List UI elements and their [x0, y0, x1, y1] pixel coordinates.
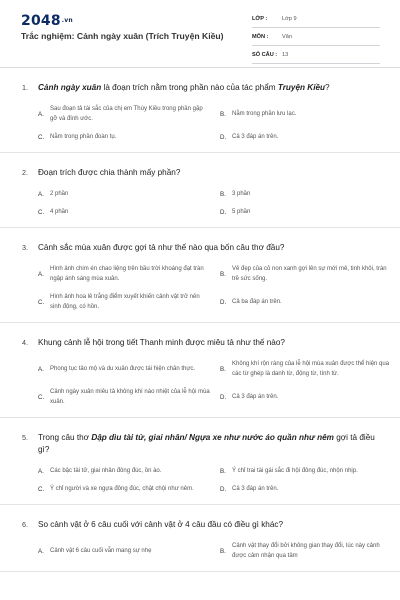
question-text: Khung cảnh lễ hội trong tiết Thanh minh được miêu tả như thế nào?: [38, 338, 285, 347]
option-d[interactable]: [220, 387, 392, 407]
option-text: Cảnh vật thay đổi bởi không gian thay đổi, lúc này cảnh được cảm nhận qua tâm: [232, 543, 380, 559]
option-a[interactable]: [38, 264, 210, 284]
option-letter: C.: [38, 298, 45, 306]
option-c[interactable]: [38, 132, 210, 142]
meta-value: 13: [282, 51, 289, 58]
meta-label: MÔN :: [252, 33, 269, 40]
option-b[interactable]: [220, 189, 392, 199]
question-number: 5.: [22, 433, 28, 442]
question-text-part: ?: [325, 83, 330, 92]
option-letter: C.: [38, 208, 45, 216]
question-text: So cảnh vật ở 6 câu cuối với cảnh vật ở 4 câu đầu có điều gì khác?: [38, 520, 284, 529]
option-letter: D.: [220, 393, 227, 401]
option-text: Ý chỉ trai tài gái sắc đi hội đông đúc, nhộn nhịp.: [232, 468, 358, 474]
option-letter: B.: [220, 270, 226, 278]
option-text: Cảnh vật 6 câu cuối vẫn mang sự nhẹ: [50, 548, 152, 554]
option-text: Các bậc tài tử, giai nhân đông đúc, ồn ào.: [50, 468, 162, 474]
logo-suffix: .vn: [61, 17, 73, 24]
question-text: Đoạn trích được chia thành mấy phần?: [38, 168, 181, 177]
option-text: Cả 3 đáp án trên.: [232, 486, 279, 492]
option-text: Ý chỉ người và xe ngựa đông đúc, chật chội như nêm.: [50, 486, 194, 492]
option-letter: D.: [220, 298, 227, 306]
question-text-part: là đoạn trích nằm trong phần nào của tác phẩm: [101, 83, 278, 92]
meta-value: Lớp 9: [282, 15, 297, 22]
question-2: [0, 153, 400, 228]
option-text: Nằm trong phần đoàn tụ.: [50, 134, 117, 140]
meta-row-count: [252, 46, 380, 64]
option-c[interactable]: [38, 387, 210, 407]
question-text-part: gợi tả điều gì?: [38, 433, 375, 454]
option-letter: C.: [38, 133, 45, 141]
option-letter: C.: [38, 393, 45, 401]
option-letter: B.: [220, 365, 226, 373]
header: [0, 0, 400, 66]
answer-options: [22, 264, 387, 312]
question-4: [0, 323, 400, 418]
option-text: 2 phần: [50, 191, 69, 197]
option-text: 3 phần: [232, 191, 251, 197]
option-d[interactable]: [220, 132, 392, 142]
meta-row-grade: [252, 10, 380, 28]
option-letter: A.: [38, 110, 44, 118]
option-d[interactable]: [220, 292, 392, 312]
meta-label: SỐ CÂU :: [252, 51, 278, 58]
question-6: [0, 505, 400, 572]
option-c[interactable]: [38, 292, 210, 312]
question-number: 4.: [22, 338, 28, 347]
option-letter: A.: [38, 190, 44, 198]
option-letter: A.: [38, 270, 44, 278]
option-text: Cả ba đáp án trên.: [232, 299, 282, 305]
meta-row-subject: [252, 28, 380, 46]
question-5: [0, 418, 400, 505]
option-text: Cả 3 đáp án trên.: [232, 134, 279, 140]
option-text: 4 phần: [50, 209, 69, 215]
option-b[interactable]: [220, 359, 392, 379]
option-text: Sau đoạn tả tài sắc của chị em Thúy Kiều trong phần gặp gỡ và đính ước.: [50, 106, 203, 122]
option-text: Không khí rộn ràng của lễ hội mùa xuân được thể hiện qua các từ ghép là danh từ, động từ, tính từ.: [232, 361, 390, 377]
question-emphasis: Cảnh ngày xuân: [38, 83, 102, 92]
question-1: [0, 68, 400, 153]
option-letter: B.: [220, 190, 226, 198]
option-text: Hình ảnh chim én chao liệng trên bầu trời khoáng đạt tràn ngập ánh sáng mùa xuân.: [50, 266, 204, 282]
option-d[interactable]: [220, 207, 392, 217]
option-letter: D.: [220, 485, 227, 493]
option-c[interactable]: [38, 484, 210, 494]
option-text: Hình ảnh hoa lê trắng điểm xuyết khiến cảnh vật trở nên sinh động, có hồn.: [50, 294, 200, 310]
option-text: Cảnh ngày xuân miêu tả không khí náo nhiệt của lễ hội mùa xuân.: [50, 389, 210, 405]
quiz-meta: [252, 10, 380, 64]
site-logo[interactable]: [21, 13, 73, 29]
question-emphasis: Dập dìu tài tử, giai nhân/ Ngựa xe như nước áo quần như nêm: [91, 433, 334, 442]
option-a[interactable]: [38, 189, 210, 199]
question-text: [38, 82, 330, 94]
option-letter: B.: [220, 110, 226, 118]
option-letter: C.: [38, 485, 45, 493]
option-b[interactable]: [220, 264, 392, 284]
option-letter: A.: [38, 467, 44, 475]
option-b[interactable]: [220, 104, 392, 124]
answer-options: [22, 359, 390, 407]
option-text: Phong tục tảo mộ và du xuân được tái hiện chân thực.: [50, 366, 196, 372]
option-letter: A.: [38, 547, 44, 555]
question-3: [0, 228, 400, 323]
option-letter: D.: [220, 208, 227, 216]
option-a[interactable]: [38, 541, 210, 561]
question-number: 1.: [22, 83, 28, 92]
option-a[interactable]: [38, 359, 210, 379]
option-text: Nằm trong phần lưu lạc.: [232, 111, 297, 117]
logo-brand: 2048: [21, 13, 61, 29]
option-letter: B.: [220, 547, 226, 555]
option-c[interactable]: [38, 207, 210, 217]
answer-options: [22, 466, 378, 494]
option-b[interactable]: [220, 466, 392, 476]
meta-label: LỚP :: [252, 15, 268, 22]
option-text: 5 phần: [232, 209, 251, 215]
question-text: Cảnh sắc mùa xuân được gợi tả như thế nào qua bốn câu thơ đầu?: [38, 243, 285, 252]
question-text: [38, 432, 378, 456]
meta-value: Văn: [282, 33, 292, 40]
question-number: 2.: [22, 168, 28, 177]
option-text: Vẻ đẹp của cỏ non xanh gợi lên sự mới mẻ, tinh khôi, tràn trề sức sống.: [232, 266, 387, 282]
option-a[interactable]: [38, 466, 210, 476]
question-number: 6.: [22, 520, 28, 529]
option-a[interactable]: [38, 104, 210, 124]
option-text: Cả 3 đáp án trên.: [232, 394, 279, 400]
option-letter: D.: [220, 133, 227, 141]
question-list: [0, 68, 400, 572]
option-b[interactable]: [220, 541, 392, 561]
answer-options: [22, 541, 378, 561]
option-d[interactable]: [220, 484, 392, 494]
question-number: 3.: [22, 243, 28, 252]
option-letter: B.: [220, 467, 226, 475]
option-letter: A.: [38, 365, 44, 373]
answer-options: [22, 189, 378, 217]
question-emphasis: Truyện Kiều: [277, 83, 326, 92]
answer-options: [22, 104, 378, 142]
question-text-part: Trong câu thơ: [38, 433, 92, 442]
quiz-title: Trắc nghiệm: Cảnh ngày xuân (Trích Truyện Kiều): [21, 31, 224, 41]
